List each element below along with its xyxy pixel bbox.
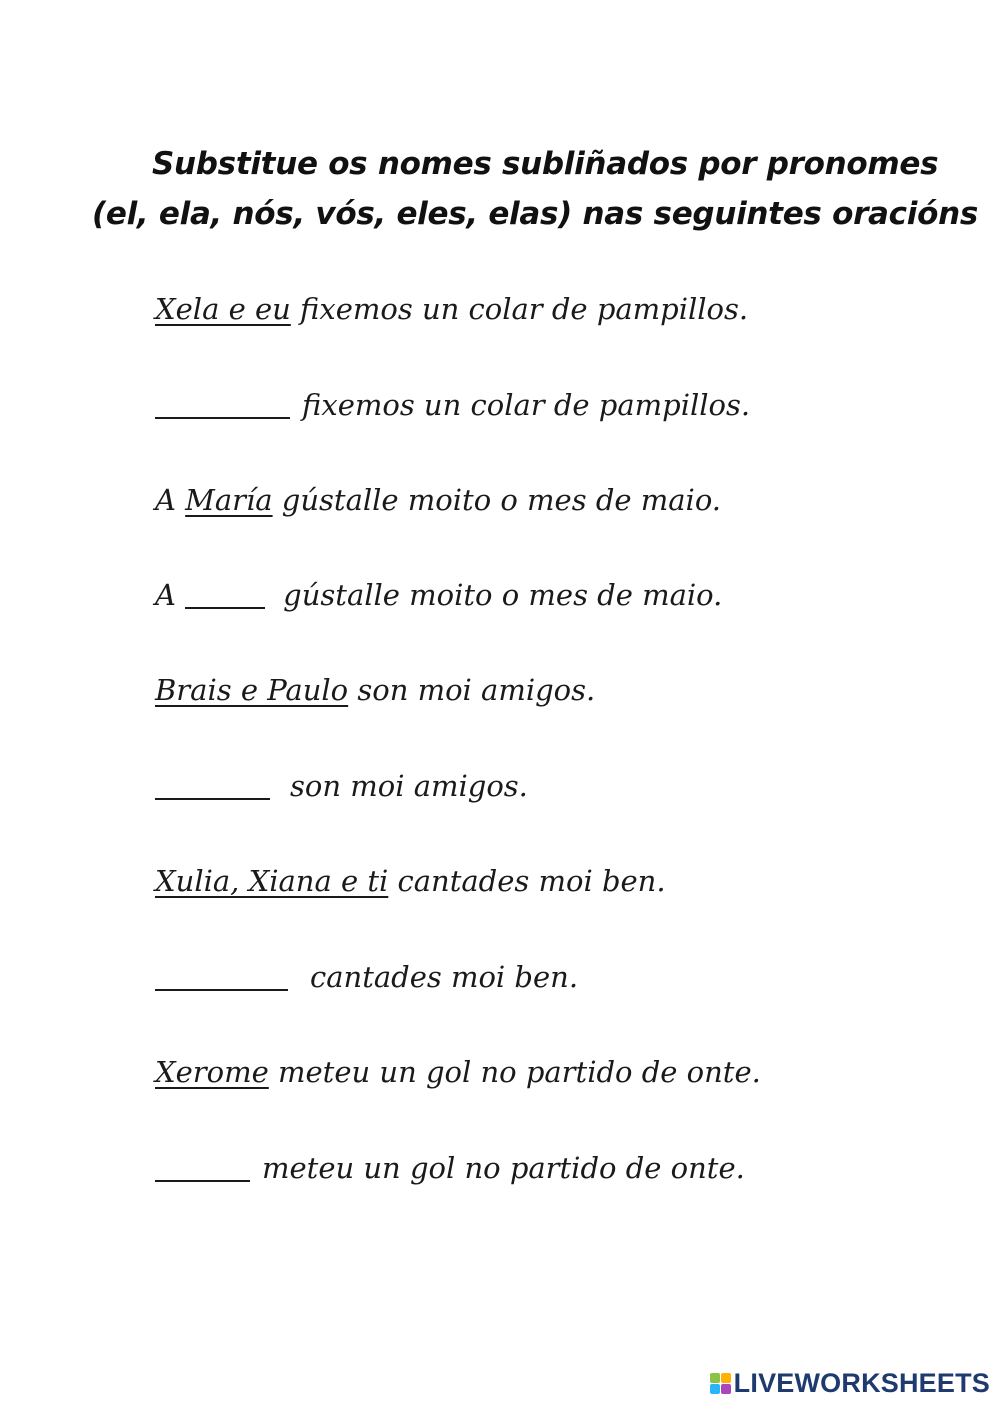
logo-square-icon xyxy=(721,1384,731,1394)
sentence-original-1 xyxy=(155,292,748,326)
sentence-rest: meteu un gol no partido de onte. xyxy=(262,1151,745,1185)
sentence-rest: fixemos un colar de pampillos. xyxy=(290,292,749,326)
underlined-subject: María xyxy=(185,483,273,517)
logo-square-icon xyxy=(710,1373,720,1383)
sentence-rest: son moi amigos. xyxy=(290,769,528,803)
underlined-subject: Xerome xyxy=(155,1055,269,1089)
sentence-rest: cantades moi ben. xyxy=(388,864,666,898)
underlined-subject: Xela e eu xyxy=(155,292,291,326)
sentence-rest: son moi amigos. xyxy=(348,673,596,707)
instruction-title-line-1: Substitue os nomes subliñados por pronomes xyxy=(152,146,939,182)
sentence-original-5 xyxy=(155,1055,761,1089)
underlined-subject: Brais e Paulo xyxy=(155,673,349,707)
sentence-rest: cantades moi ben. xyxy=(310,960,579,994)
sentence-answer-2 xyxy=(155,578,722,612)
sentence-prefix: A xyxy=(155,578,186,612)
sentence-rest: fixemos un colar de pampillos. xyxy=(302,388,751,422)
liveworksheets-logo xyxy=(710,1368,990,1399)
sentence-original-2 xyxy=(155,483,721,517)
sentence-answer-4 xyxy=(155,960,578,994)
instruction-title-line-2: (el, ela, nós, vós, eles, elas) nas seguintes oracións xyxy=(92,196,978,232)
sentence-rest: gústalle moito o mes de maio. xyxy=(272,483,721,517)
brand-name: LIVEWORKSHEETS xyxy=(733,1368,990,1398)
sentence-prefix: A xyxy=(155,483,186,517)
sentence-original-3 xyxy=(155,673,595,707)
underlined-subject: Xulia, Xiana e ti xyxy=(155,864,389,898)
answer-blank[interactable] xyxy=(155,417,290,419)
sentence-original-4 xyxy=(155,864,666,898)
answer-blank[interactable] xyxy=(155,989,288,991)
sentence-answer-1 xyxy=(155,388,750,422)
answer-blank[interactable] xyxy=(155,798,270,800)
sentence-rest: meteu un gol no partido de onte. xyxy=(268,1055,761,1089)
sentence-answer-5 xyxy=(155,1151,745,1185)
logo-square-icon xyxy=(721,1373,731,1383)
answer-blank[interactable] xyxy=(155,1180,250,1182)
sentence-answer-3 xyxy=(155,769,528,803)
liveworksheets-icon xyxy=(710,1373,731,1394)
logo-square-icon xyxy=(710,1384,720,1394)
answer-blank[interactable] xyxy=(185,607,265,609)
sentence-rest: gústalle moito o mes de maio. xyxy=(283,578,723,612)
